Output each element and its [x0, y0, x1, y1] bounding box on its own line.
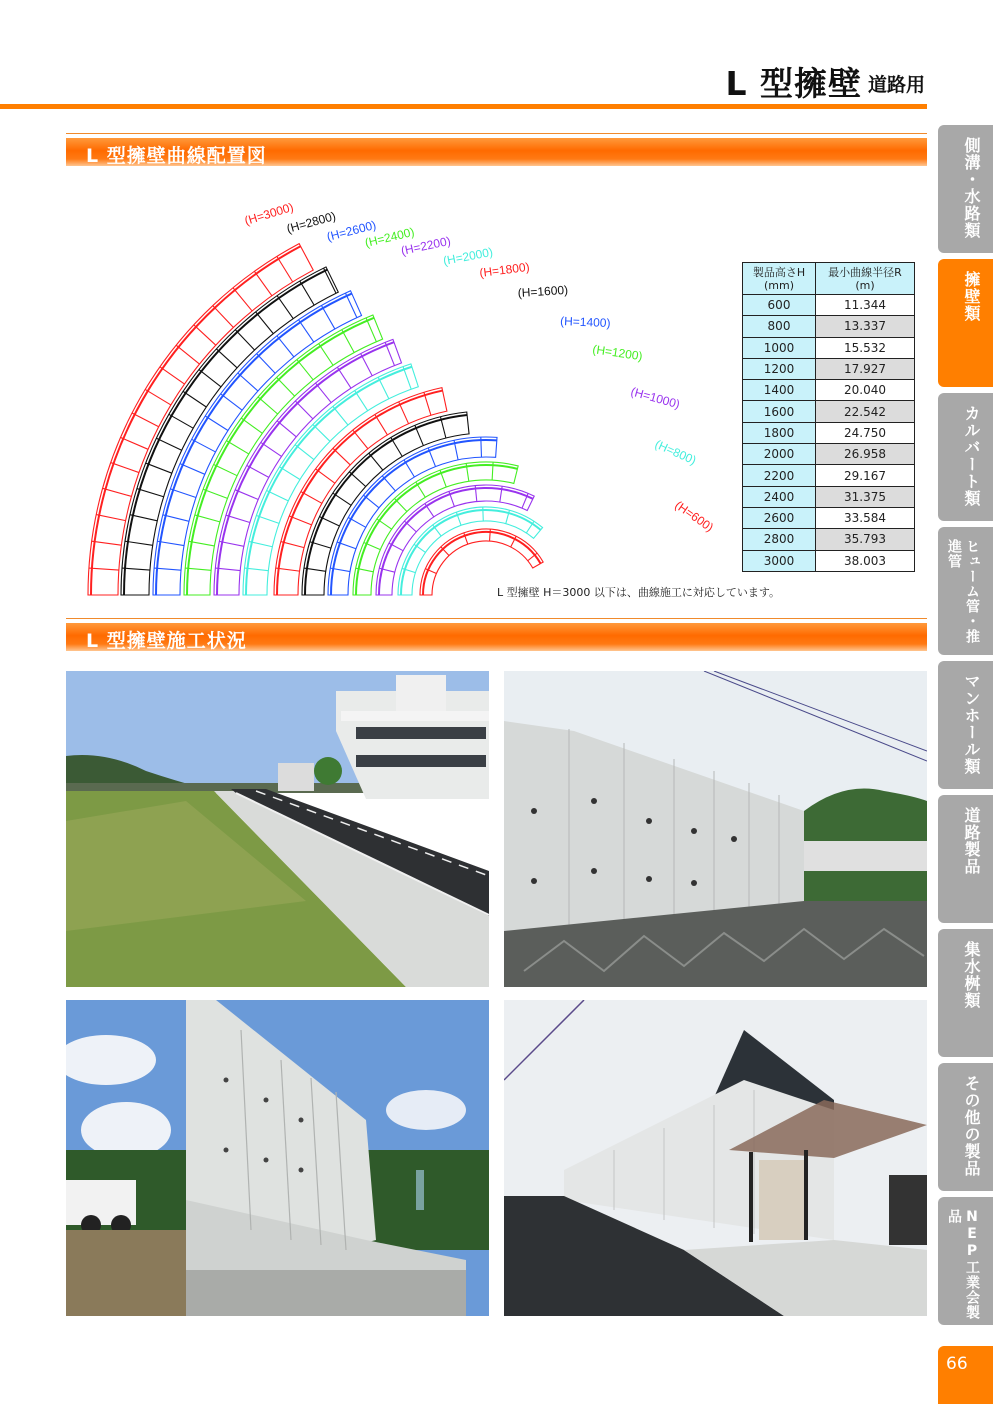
side-tab-label: 側溝・水路類 — [962, 137, 981, 239]
side-tab-retaining-wall[interactable] — [938, 259, 993, 387]
arc-label: (H=2600) — [325, 217, 378, 244]
radius-cell: 13.337 — [816, 316, 915, 337]
table-row — [743, 550, 915, 571]
table-row — [743, 337, 915, 358]
col-header-height — [743, 263, 816, 295]
side-tab-label: マンホール類 — [962, 673, 981, 775]
height-cell: 2600 — [743, 507, 816, 528]
side-tab-label: その他の製品 — [962, 1075, 981, 1177]
min-radius-table — [742, 262, 915, 572]
table-row — [743, 295, 915, 316]
side-tab-gutter-channel[interactable] — [938, 125, 993, 253]
side-tab-manhole[interactable] — [938, 661, 993, 789]
photo-road-retaining-wall — [66, 671, 489, 987]
radius-cell: 22.542 — [816, 401, 915, 422]
table-row — [743, 507, 915, 528]
side-tab-label: 擁壁類 — [962, 271, 981, 322]
section-title: L 型擁壁曲線配置図 — [86, 145, 267, 167]
table-row — [743, 465, 915, 486]
page-title: L 型擁壁 — [725, 64, 862, 103]
height-cell: 1400 — [743, 380, 816, 401]
side-tab-label: 集水桝類 — [962, 941, 981, 1009]
table-row — [743, 444, 915, 465]
height-cell: 2400 — [743, 486, 816, 507]
height-cell: 1000 — [743, 337, 816, 358]
page-subtitle: 道路用 — [867, 74, 925, 96]
arc-label: (H=2400) — [363, 224, 416, 250]
arc-label: (H=1400) — [559, 314, 611, 331]
side-tab-hume-pipe[interactable] — [938, 527, 993, 655]
side-tab-road-products[interactable] — [938, 795, 993, 923]
arc-label: (H=2000) — [441, 244, 495, 268]
table-row — [743, 486, 915, 507]
side-tab-label: 道路製品 — [962, 807, 981, 875]
radius-cell: 17.927 — [816, 358, 915, 379]
height-cell: 3000 — [743, 550, 816, 571]
photo-wall-with-carport — [504, 1000, 927, 1316]
side-tab-label: カルバート類 — [962, 405, 981, 507]
side-tab-label: ヒューム管・推進管 — [946, 539, 980, 644]
arc-label: (H=1200) — [591, 342, 644, 364]
height-cell: 1600 — [743, 401, 816, 422]
height-cell: 2200 — [743, 465, 816, 486]
height-cell: 2800 — [743, 529, 816, 550]
radius-cell: 15.532 — [816, 337, 915, 358]
radius-cell: 29.167 — [816, 465, 915, 486]
arc-label: (H=2800) — [285, 208, 338, 236]
side-tab-nep-products[interactable] — [938, 1197, 993, 1325]
height-cell: 600 — [743, 295, 816, 316]
curve-note: L 型擁壁 H＝3000 以下は、曲線施工に対応しています。 — [497, 586, 781, 599]
curve-layout-diagram — [66, 185, 746, 615]
radius-cell: 20.040 — [816, 380, 915, 401]
arc-diagram-graphic — [66, 185, 746, 615]
height-cell: 800 — [743, 316, 816, 337]
photo-curved-retaining-wall — [504, 671, 927, 987]
radius-cell: 38.003 — [816, 550, 915, 571]
radius-cell: 11.344 — [816, 295, 915, 316]
table-row — [743, 401, 915, 422]
table-row — [743, 529, 915, 550]
title-divider — [0, 104, 927, 109]
table-row — [743, 422, 915, 443]
header-unit: (m) — [855, 278, 875, 292]
arc-label: (H=2200) — [399, 233, 452, 258]
header-line: 製品高さH — [752, 265, 806, 279]
side-tab-catch-basin[interactable] — [938, 929, 993, 1057]
arc-label: (H=1000) — [629, 384, 682, 412]
radius-cell: 33.584 — [816, 507, 915, 528]
header-unit: (mm) — [763, 278, 794, 292]
arc-label: (H=3000) — [242, 199, 296, 228]
table-row — [743, 358, 915, 379]
page-number: 66 — [938, 1346, 993, 1404]
col-header-radius — [816, 263, 915, 295]
height-cell: 1800 — [743, 422, 816, 443]
radius-cell: 26.958 — [816, 444, 915, 465]
arc-label: (H=800) — [652, 436, 699, 468]
table-row — [743, 316, 915, 337]
arc-label: (H=1600) — [517, 282, 569, 300]
section-title: L 型擁壁施工状況 — [86, 630, 247, 652]
arc-label: (H=1800) — [478, 259, 531, 280]
radius-cell: 35.793 — [816, 529, 915, 550]
side-tab-other-products[interactable] — [938, 1063, 993, 1191]
section-header-construction — [66, 618, 927, 651]
arc-label: (H=600) — [672, 497, 717, 535]
photo-wall-installation — [66, 1000, 489, 1316]
header-line: 最小曲線半径R — [828, 265, 902, 279]
radius-cell: 31.375 — [816, 486, 915, 507]
radius-cell: 24.750 — [816, 422, 915, 443]
side-tab-culvert[interactable] — [938, 393, 993, 521]
table-row — [743, 380, 915, 401]
height-cell: 1200 — [743, 358, 816, 379]
table-header-row — [743, 263, 915, 295]
section-topline — [66, 618, 927, 619]
page-header — [0, 40, 930, 110]
section-header-curve-layout — [66, 133, 927, 166]
side-tab-label: NEP工業会製品 — [946, 1209, 980, 1320]
section-topline — [66, 133, 927, 134]
height-cell: 2000 — [743, 444, 816, 465]
